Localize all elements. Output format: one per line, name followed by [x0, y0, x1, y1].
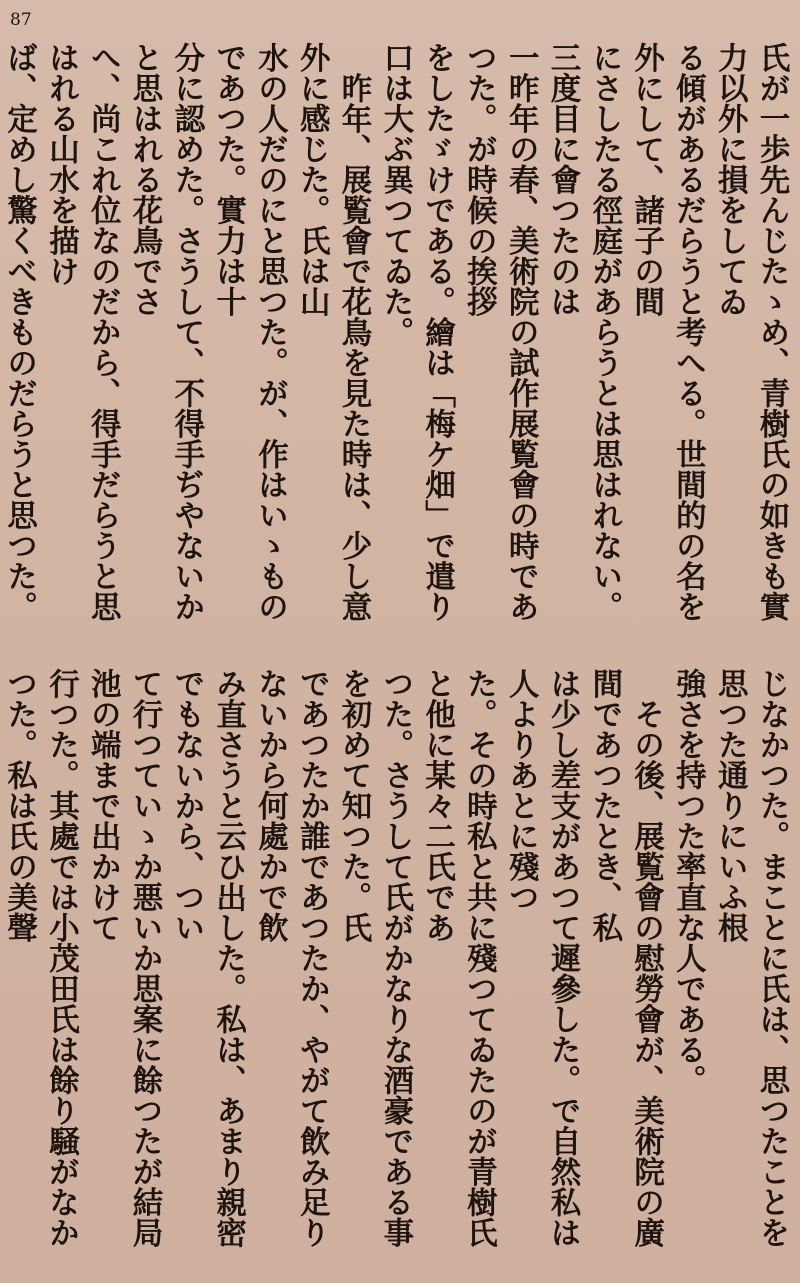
- text-column: じなかつた。まことに氏は、思つたことを思つた通りにいふ根: [712, 668, 790, 1248]
- upper-text-block: [1, 42, 792, 638]
- text-column: 分に認めた。さうして、不得手ぢやないかと思はれる花鳥でさ: [127, 42, 205, 622]
- text-column: た。その時私と共に殘つてゐたのが青樹氏と他に某々二氏であ: [419, 668, 498, 1248]
- text-column: つた。さうして氏がかなりな酒豪である事を初めて知つた。氏: [336, 668, 414, 1248]
- text-column: み直さうと云ひ出した。私は、あまり親密でもないから、つい: [168, 668, 247, 1248]
- text-column: 氏が一歩先んじたゝめ、青樹氏の如きも實力以外に損をしてゐ: [712, 42, 790, 622]
- text-column: て行つていゝか悪いか思案に餘つたが結局池の端まで出かけて: [85, 668, 164, 1248]
- text-column: 一昨年の春、美術院の試作展覧會の時であつた。が時候の挨拶: [461, 42, 540, 622]
- lower-text-block: [1, 668, 792, 1268]
- page-number: 87: [10, 10, 32, 30]
- text-column: 強さを持つた率直な人である。: [670, 668, 707, 1095]
- text-column: 昨年、展覧會で花鳥を見た時は、少し意外に感じた。氏は山: [294, 42, 373, 622]
- text-column: る傾があるだらうと考へる。世間的の名を外にして、諸子の間: [628, 42, 707, 622]
- text-column: をしたゞけである。繪は「梅ケ畑」で遣り口は大ぶ異つてゐた。: [377, 42, 456, 622]
- text-column: へ、尚これ位なのだから、得手だらうと思はれる山水を描け: [43, 42, 122, 622]
- text-column: その後、展覧會の慰勞會が、美術院の廣間であつたとき、私: [586, 668, 665, 1248]
- text-column: は少し差支があつて遲參した。で自然私は人よりあとに殘つ: [503, 668, 582, 1248]
- text-column: ば、定めし驚くべきものだらうと思つた。: [1, 42, 38, 622]
- text-column: であつたか誰であつたか、やがて飲み足りないから何處かで飲: [252, 668, 331, 1248]
- text-column: 水の人だのにと思つた。が、作はいゝものであつた。實力は十: [210, 42, 289, 622]
- text-column: 行つた。其處では小茂田氏は餘り騒がなかつた。私は氏の美聲: [1, 668, 80, 1248]
- text-column: にさしたる徑庭があらうとは思はれない。三度目に會つたのは: [545, 42, 623, 622]
